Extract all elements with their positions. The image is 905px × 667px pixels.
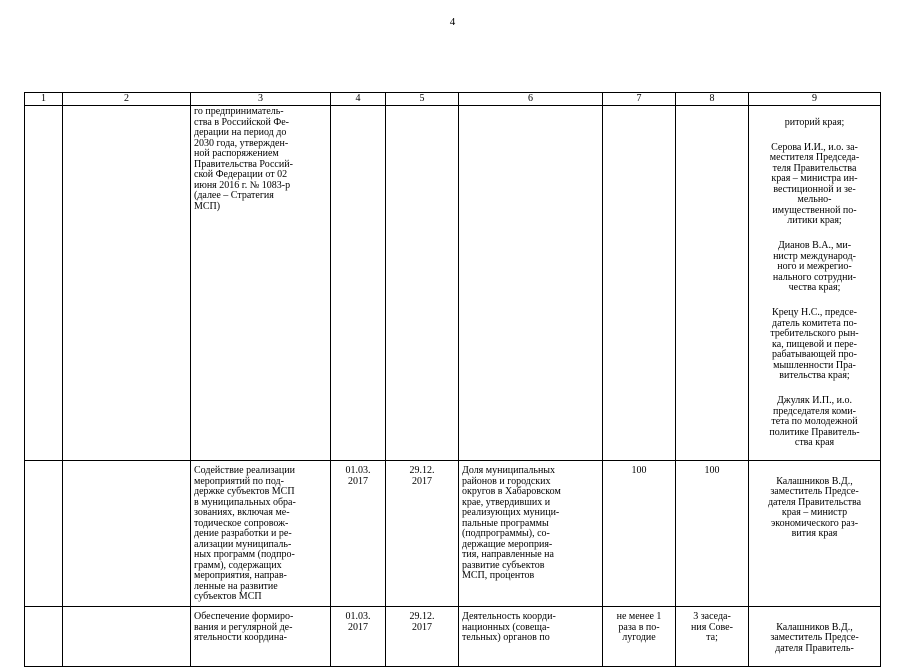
table-cell-indicator: Деятельность коорди- национных (совеща- тельных) органов по (459, 607, 603, 667)
table-cell (63, 607, 191, 667)
responsible-entry: риторий края; (784, 116, 845, 128)
header-cell: 5 (386, 93, 459, 106)
table-cell-indicator: Доля муниципальных районов и городских округов в Хабаровском крае, утвердивших и реализующих муници- пальные программы (подпрограммы), со- держащие мероприя- тия, направленные на развитие субъектов МСП, процентов (459, 461, 603, 607)
table-cell-indicator (459, 106, 603, 461)
table-cell (25, 106, 63, 461)
table-row (25, 607, 881, 667)
table-cell-responsible (749, 106, 881, 461)
responsible-entry: Крецу Н.С., предсе- датель комитета по- требительского рын- ка, пищевой и пере- рабатывающей про- мышленности Пра- вительства края; (770, 307, 859, 381)
table-cell-end-date: 29.12. 2017 (386, 461, 459, 607)
table-cell-responsible (749, 461, 881, 607)
table-cell-value-plan (603, 106, 676, 461)
table-row (25, 106, 881, 461)
table-cell-value-fact (676, 106, 749, 461)
table-cell-start-date (331, 106, 386, 461)
header-row (25, 93, 881, 106)
table-cell-start-date: 01.03. 2017 (331, 461, 386, 607)
table-cell-value-plan: 100 (603, 461, 676, 607)
header-cell: 4 (331, 93, 386, 106)
table-cell (63, 106, 191, 461)
table-cell-measure: Содействие реализации мероприятий по под- держке субъектов МСП в муниципальных обра- зованиях, включая ме- тодическое сопровож- дение разработки и ре- ализации муниципаль- ных программ (подпро- грамм), содержащих мероприятия, направ- ленные на развитие субъектов МСП (191, 461, 331, 607)
table-cell-value-fact: 100 (676, 461, 749, 607)
table-cell-end-date (386, 106, 459, 461)
table-cell-value-plan: не менее 1 раза в по- лугодие (603, 607, 676, 667)
table-cell-start-date: 01.03. 2017 (331, 607, 386, 667)
table-cell-end-date: 29.12. 2017 (386, 607, 459, 667)
responsible-entry: Серова И.И., и.о. за- местителя Председа- теля Правительства края – министра ин- вестиционной и зе- мельно- имущественной по- литики края; (769, 141, 860, 226)
table-cell-measure: Обеспечение формиро- вания и регулярной де- ятельности координа- (191, 607, 331, 667)
header-cell: 7 (603, 93, 676, 106)
table-cell (25, 607, 63, 667)
header-cell: 2 (63, 93, 191, 106)
page-number: 4 (449, 16, 456, 28)
header-cell: 3 (191, 93, 331, 106)
header-cell: 8 (676, 93, 749, 106)
responsible-entry: Калашников В.Д., заместитель Предсе- дателя Правитель- (770, 621, 859, 654)
table-sheet (24, 92, 880, 654)
header-cell: 9 (749, 93, 881, 106)
table-cell-value-fact: 3 заседа- ния Сове- та; (676, 607, 749, 667)
responsible-entry: Калашников В.Д., заместитель Предсе- дателя Правительства края – министр экономического раз- вития края (767, 475, 862, 539)
table-cell (25, 461, 63, 607)
table-cell-responsible (749, 607, 881, 667)
responsible-entry: Джуляк И.П., и.о. председателя коми- тета по молодежной политике Правитель- ства края (769, 395, 860, 448)
plan-table (24, 92, 881, 667)
table-cell (63, 461, 191, 607)
responsible-entry: Дианов В.А., ми- нистр международ- ного и межрегио- нального сотрудни- чества края; (772, 240, 857, 293)
header-cell: 6 (459, 93, 603, 106)
header-cell: 1 (25, 93, 63, 106)
table-cell-measure: го предприниматель- ства в Российской Фе- дерации на период до 2030 года, утвержден- ной распоряжением Правительства Россий- ской Федерации от 02 июня 2016 г. № 1083-р (далее – Стратегия МСП) (191, 106, 331, 461)
table-row (25, 461, 881, 607)
